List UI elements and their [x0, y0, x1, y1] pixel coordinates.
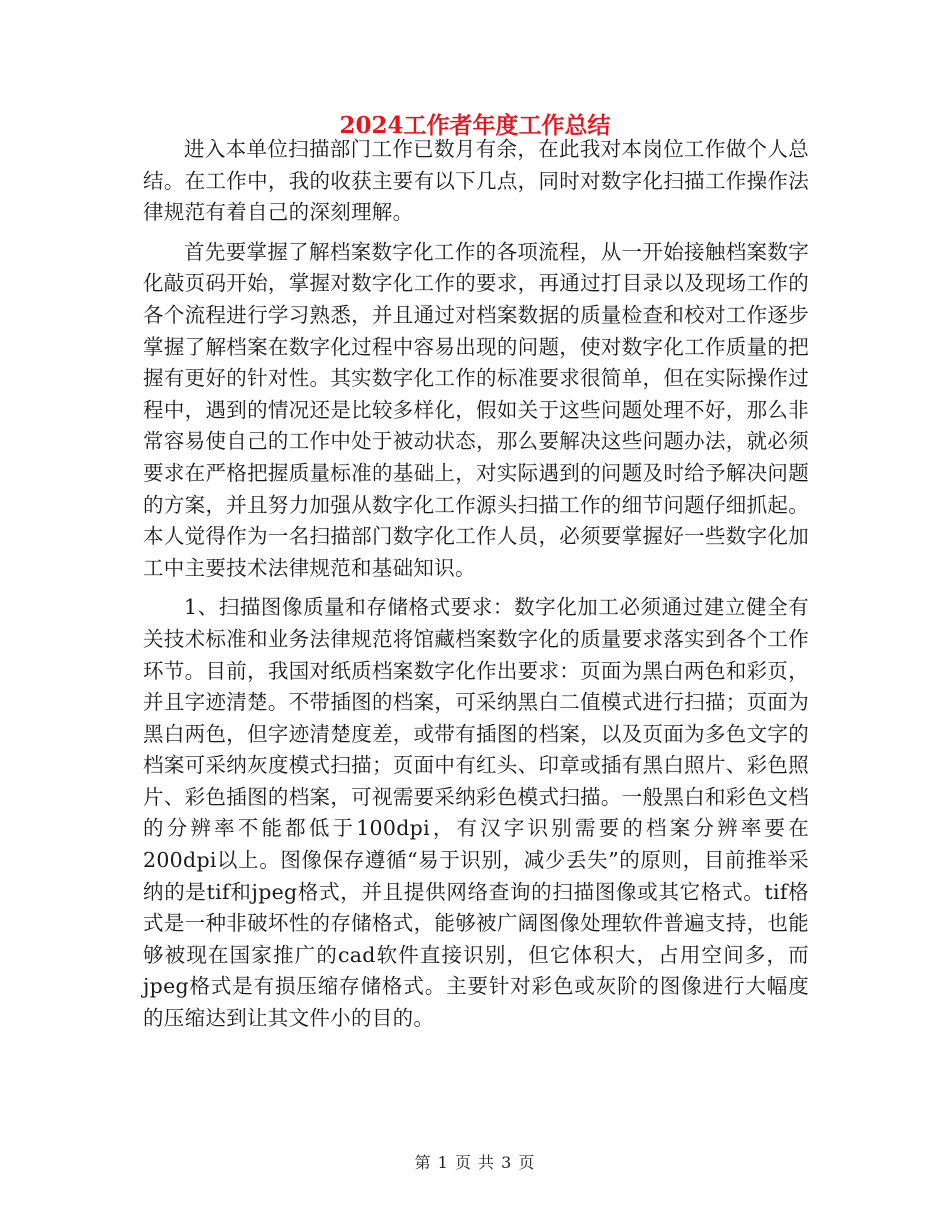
document-title: 2024工作者年度工作总结: [339, 112, 611, 139]
document-body: [143, 134, 809, 1035]
paragraph-workflow: 首先要掌握了解档案数字化工作的各项流程，从一开始接触档案数字化敲页码开始，掌握对数字化工作的要求，再通过打目录以及现场工作的各个流程进行学习熟悉，并且通过对档案数据的质量检查和校对工作逐步掌握了解档案在数字化过程中容易出现的问题，使对数字化工作质量的把握有更好的针对性。其实数字化工作的标准要求很简单，但在实际操作过程中，遇到的情况还是比较多样化，假如关于这些问题处理不好，那么非常容易使自己的工作中处于被动状态，那么要解决这些问题办法，就必须要求在严格把握质量标准的基础上，对实际遇到的问题及时给予解决问题的方案，并且努力加强从数字化工作源头扫描工作的细节问题仔细抓起。本人觉得作为一名扫描部门数字化工作人员，必须要掌握好一些数字化加工中主要技术法律规范和基础知识。: [143, 239, 809, 580]
page-number-footer: 第 1 页 共 3 页: [414, 1153, 536, 1172]
paragraph-intro: 进入本单位扫描部门工作已数月有余，在此我对本岗位工作做个人总结。在工作中，我的收获主要有以下几点，同时对数字化扫描工作操作法律规范有着自己的深刻理解。: [143, 137, 809, 225]
paragraph-scan-requirements: 1、扫描图像质量和存储格式要求：数字化加工必须通过建立健全有关技术标准和业务法律规范将馆藏档案数字化的质量要求落实到各个工作环节。目前，我国对纸质档案数字化作出要求：页面为黑白两色和彩页，并且字迹清楚。不带插图的档案，可采纳黑白二值模式进行扫描；页面为黑白两色，但字迹清楚度差，或带有插图的档案，以及页面为多色文字的档案可采纳灰度模式扫描；页面中有红头、印章或插有黑白照片、彩色照片、彩色插图的档案，可视需要采纳彩色模式扫描。一般黑白和彩色文档的分辨率不能都低于100dpi，有汉字识别需要的档案分辨率要在200dpi以上。图像保存遵循“易于识别，减少丢失”的原则，目前推举采纳的是tif和jpeg格式，并且提供网络查询的扫描图像或其它格式。tif格式是一种非破坏性的存储格式，能够被广阔图像处理软件普遍支持，也能够被现在国家推广的cad软件直接识别，但它体积大，占用空间多，而jpeg格式是有损压缩存储格式。主要针对彩色或灰阶的图像进行大幅度的压缩达到让其文件小的目的。: [143, 595, 809, 1031]
